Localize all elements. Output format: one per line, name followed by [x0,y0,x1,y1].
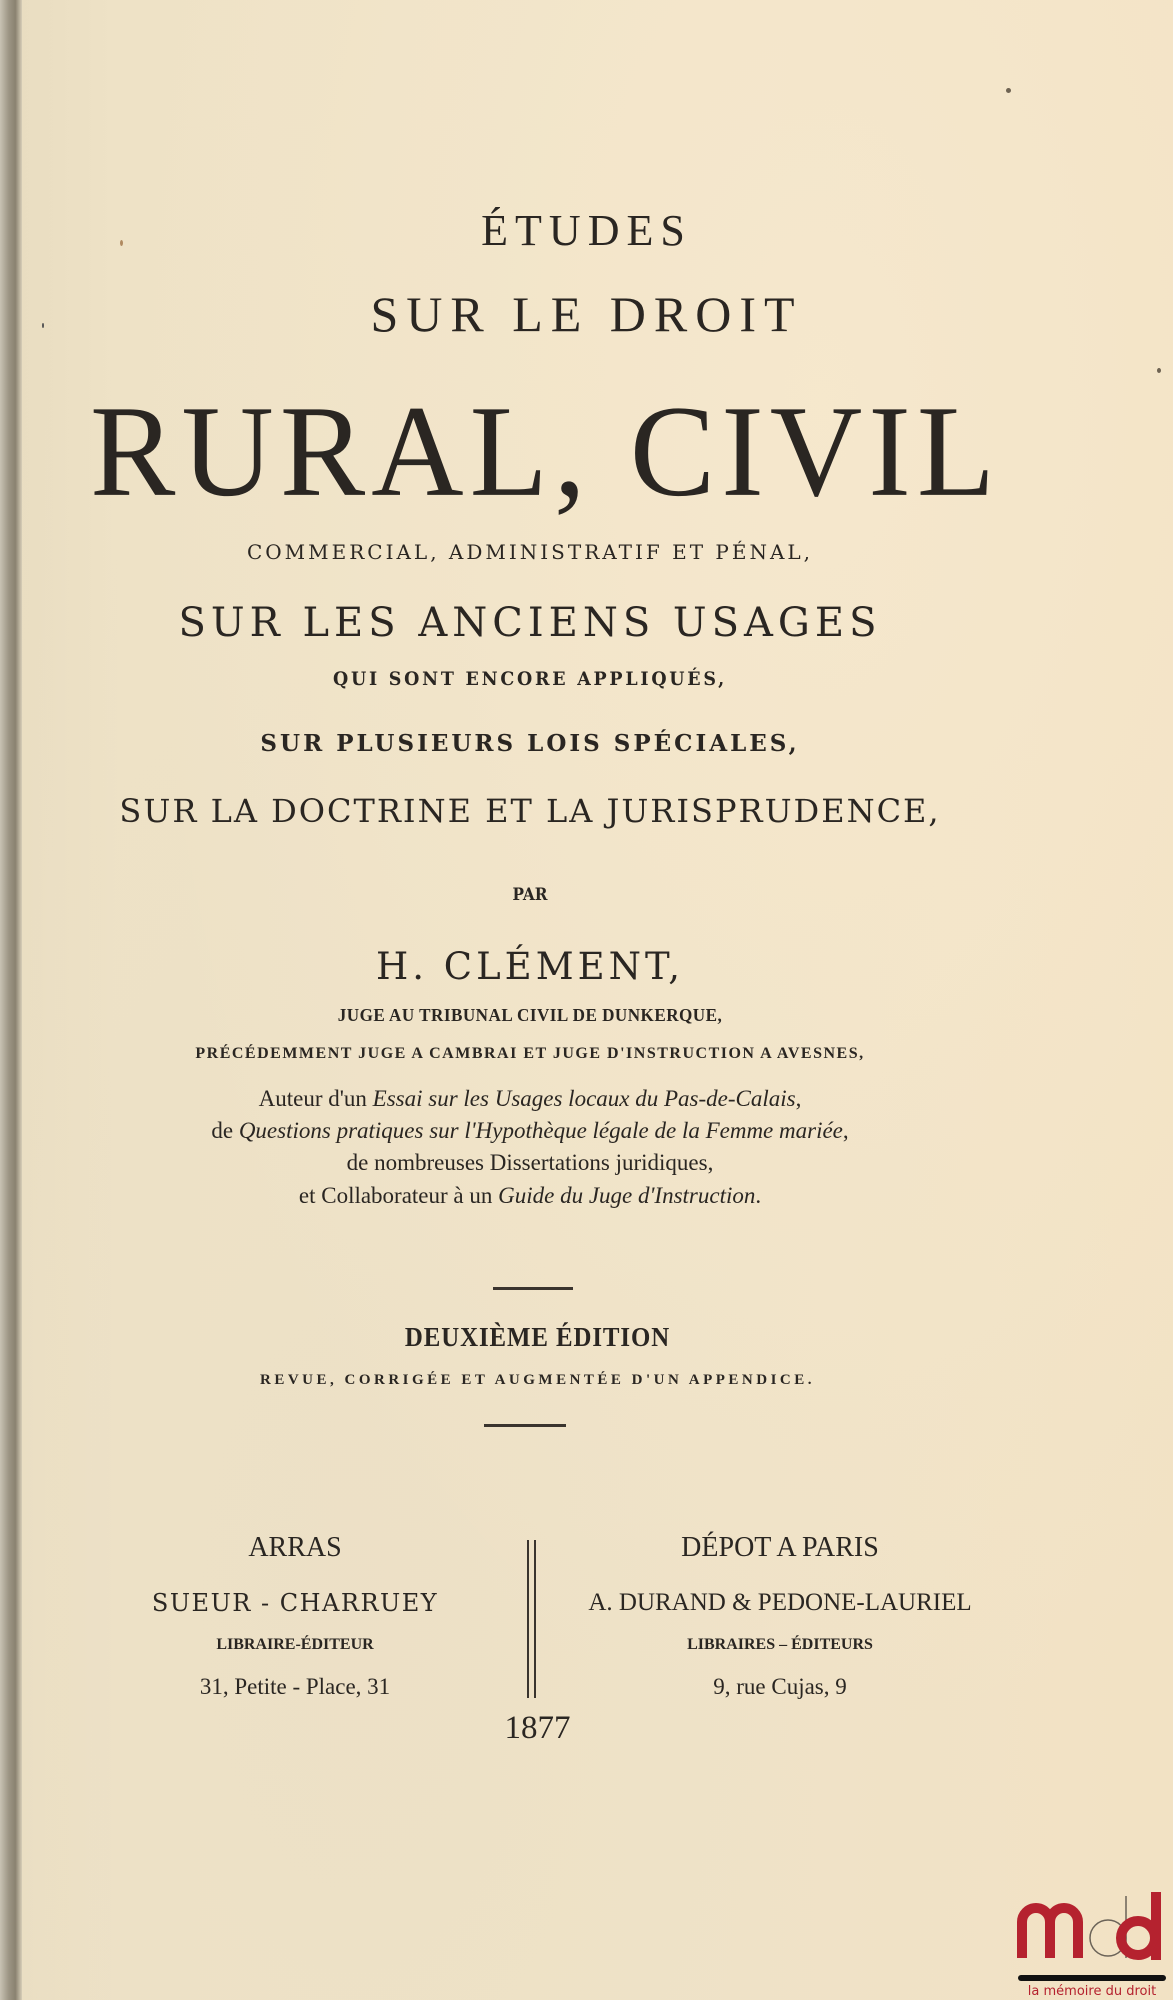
subtitle-doctrine: SUR LA DOCTRINE ET LA JURISPRUDENCE, [119,792,941,830]
edition-rule-top [493,1287,573,1290]
edition-note: REVUE, CORRIGÉE ET AUGMENTÉE D'UN APPENDICE. [259,1372,816,1388]
publisher-divider [527,1540,536,1698]
work-suffix: , [795,1086,802,1111]
publication-year: 1877 [504,1710,571,1746]
subtitle-encore-appliques: QUI SONT ENCORE APPLIQUÉS, [333,668,727,690]
work-title: Guide du Juge d'Instruction [498,1183,756,1208]
logo-underline [1018,1975,1166,1981]
author-work-3 [0,1150,1060,1176]
publisher-address: 9, rue Cujas, 9 [713,1674,847,1699]
work-suffix: , [842,1118,849,1143]
publisher-city: DÉPOT A PARIS [681,1532,879,1563]
publisher-arras [110,1528,480,1704]
paper-speck [1006,88,1011,93]
author-name: H. CLÉMENT, [376,945,684,988]
work-prefix: et Collaborateur à un [298,1183,499,1208]
publisher-paris [570,1528,990,1704]
subtitle-lois-speciales: SUR PLUSIEURS LOIS SPÉCIALES, [260,730,800,757]
publisher-name: SUEUR - CHARRUEY [151,1589,439,1617]
title-line-etudes: ÉTUDES [481,206,692,255]
publisher-role: LIBRAIRE-ÉDITEUR [216,1636,374,1653]
author-work-2 [0,1118,1060,1144]
mdd-watermark-logo [1010,1892,1170,1998]
publisher-role: LIBRAIRES – ÉDITEURS [687,1636,873,1653]
publisher-address: 31, Petite - Place, 31 [199,1674,391,1699]
subtitle-anciens-usages: SUR LES ANCIENS USAGES [178,600,882,646]
work-prefix: de nombreuses Dissertations juridiques, [346,1150,714,1175]
subtitle-commercial: COMMERCIAL, ADMINISTRATIF ET PÉNAL, [246,540,814,564]
work-suffix: . [755,1183,762,1208]
title-line-sur-le-droit: SUR LE DROIT [370,286,803,342]
work-prefix: Auteur d'un [258,1086,373,1111]
paper-speck [1157,368,1161,373]
author-work-1 [0,1086,1060,1112]
work-title: Questions pratiques sur l'Hypothèque légale de la Femme mariée [238,1118,843,1143]
publisher-city: ARRAS [248,1532,342,1563]
author-position: JUGE AU TRIBUNAL CIVIL DE DUNKERQUE, [337,1005,723,1025]
work-prefix: de [211,1118,239,1143]
edition-label: DEUXIÈME ÉDITION [404,1322,671,1352]
main-title: RURAL, CIVIL [90,378,1002,524]
work-title: Essai sur les Usages locaux du Pas-de-Calais [372,1086,796,1111]
publisher-name: A. DURAND & PEDONE-LAURIEL [588,1589,972,1616]
logo-tagline: la mémoire du droit [1027,1984,1157,1999]
by-label: PAR [512,885,548,905]
author-previous-positions: PRÉCÉDEMMENT JUGE A CAMBRAI ET JUGE D'INSTRUCTION A AVESNES, [195,1045,865,1062]
author-work-4 [0,1183,1060,1209]
mdd-logo-icon [1016,1892,1166,1962]
edition-rule-bottom [484,1424,566,1427]
